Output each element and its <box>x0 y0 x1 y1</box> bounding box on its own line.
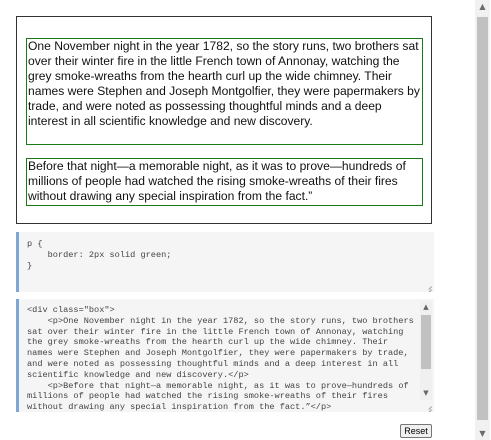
preview-paragraph-1: One November night in the year 1782, so the story runs, two brothers sat over their winter fire in the little French town of Annonay, watching the grey smoke-wreaths from the hearth curl up the wide chimney. Their names were Stephen and Joseph Montgolfier, they were papermakers by trade, and were noted as possessing thoughtful minds and a deep interest in all scientific knowledge and new discovery. <box>26 38 423 145</box>
output-preview-box <box>16 16 432 224</box>
html-editor-scroll-thumb[interactable] <box>421 315 431 369</box>
html-editor[interactable] <box>16 299 434 412</box>
page-scrollbar[interactable] <box>475 0 490 440</box>
page-scroll-thumb[interactable] <box>477 17 488 420</box>
scroll-up-arrow-icon[interactable]: ▲ <box>479 2 486 11</box>
scroll-down-arrow-icon[interactable]: ▼ <box>479 429 486 438</box>
html-editor-scrollbar[interactable] <box>420 301 432 400</box>
resize-handle-icon[interactable] <box>425 403 432 410</box>
css-editor[interactable] <box>16 232 434 292</box>
scroll-up-arrow-icon[interactable]: ▲ <box>423 303 429 311</box>
reset-button[interactable]: Reset <box>400 424 432 438</box>
html-code[interactable]: <div class="box"> <p>One November night in the year 1782, so the story runs, two brothers sat over their winter fire in the little French town of Annonay, watching the grey smoke-wreaths from the hearth curl up the wide chimney. Their names were Stephen and Joseph Montgolfier, they were papermakers by trade, and were noted as possessing thoughtful minds and a deep interest in all scientific knowledge and new discovery.</p> <p>Before that night—a memorable night, as it was to prove—hundreds of millions of people had watched the rising smoke-wreaths of their fires without drawing any special inspiration from the fact.”</p> <box>27 305 414 412</box>
preview-paragraph-2: Before that night—a memorable night, as it was to prove—hundreds of millions of people had watched the rising smoke-wreaths of their fires without drawing any special inspiration from the fact.” <box>26 158 423 206</box>
css-code[interactable]: p { border: 2px solid green; } <box>27 239 172 271</box>
resize-handle-icon[interactable] <box>425 283 432 290</box>
scroll-down-arrow-icon[interactable]: ▼ <box>423 389 429 398</box>
